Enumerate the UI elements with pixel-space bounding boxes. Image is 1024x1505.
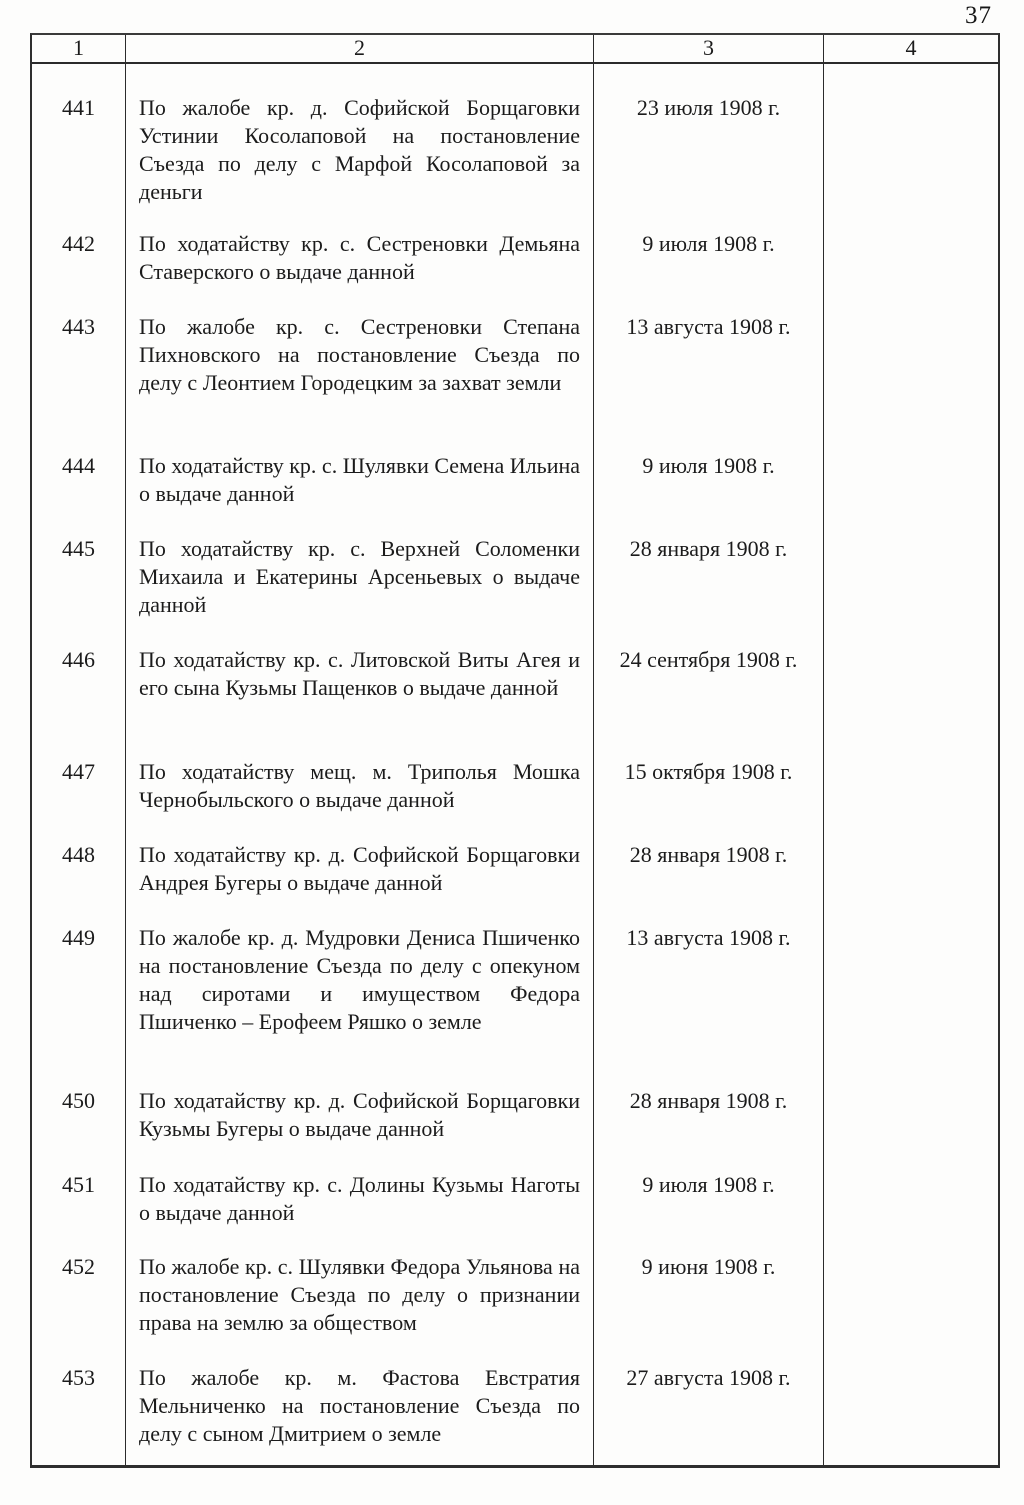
case-date: 28 января 1908 г.: [594, 1085, 824, 1169]
case-note: [824, 450, 998, 533]
case-note: [824, 533, 998, 644]
case-number: 442: [32, 228, 126, 311]
case-note: [824, 756, 998, 839]
case-description: По ходатайству кр. с. Верхней Соломенки Михаила и Екатерины Арсеньевых о выдаче данной: [126, 533, 594, 644]
table-header-row: [32, 35, 998, 64]
case-description: По ходатайству кр. с. Сестреновки Демьяна Ставерского о выдаче данной: [126, 228, 594, 311]
case-description: По ходатайству кр. с. Долины Кузьмы Наготы о выдаче данной: [126, 1169, 594, 1251]
case-description: По жалобе кр. м. Фастова Евстратия Мельниченко на постановление Съезда по делу с сыном Дмитрием о земле: [126, 1362, 594, 1465]
case-description: По ходатайству кр. д. Софийской Борщаговки Кузьмы Бугеры о выдаче данной: [126, 1085, 594, 1169]
case-note: [824, 839, 998, 922]
case-date: 9 июля 1908 г.: [594, 228, 824, 311]
case-date: 23 июля 1908 г.: [594, 64, 824, 228]
case-date: 9 июля 1908 г.: [594, 450, 824, 533]
case-date: 9 июля 1908 г.: [594, 1169, 824, 1251]
case-note: [824, 644, 998, 756]
column-header-1: 1: [32, 35, 126, 62]
table-body: [32, 64, 998, 1465]
case-number: 445: [32, 533, 126, 644]
case-description: По жалобе кр. с. Сестреновки Степана Пихновского на постановление Съезда по делу с Леонтием Городецким за захват земли: [126, 311, 594, 450]
case-note: [824, 1085, 998, 1169]
case-number: 447: [32, 756, 126, 839]
column-header-3: 3: [594, 35, 824, 62]
case-date: 15 октября 1908 г.: [594, 756, 824, 839]
register-table: [30, 33, 1000, 1468]
case-description: По жалобе кр. д. Софийской Борщаговки Устинии Косолаповой на постановление Съезда по делу с Марфой Косолаповой за деньги: [126, 64, 594, 228]
case-number: 448: [32, 839, 126, 922]
case-number: 453: [32, 1362, 126, 1465]
case-description: По ходатайству кр. с. Литовской Виты Агея и его сына Кузьмы Пащенков о выдаче данной: [126, 644, 594, 756]
page-number: 37: [965, 2, 992, 29]
case-date: 28 января 1908 г.: [594, 839, 824, 922]
case-date: 28 января 1908 г.: [594, 533, 824, 644]
column-header-2: 2: [126, 35, 594, 62]
case-date: 9 июня 1908 г.: [594, 1251, 824, 1362]
case-note: [824, 228, 998, 311]
case-number: 449: [32, 922, 126, 1085]
case-number: 446: [32, 644, 126, 756]
case-date: 27 августа 1908 г.: [594, 1362, 824, 1465]
case-note: [824, 1362, 998, 1465]
case-description: По ходатайству мещ. м. Триполья Мошка Чернобыльского о выдаче данной: [126, 756, 594, 839]
case-description: По жалобе кр. д. Мудровки Дениса Пшиченко на постановление Съезда по делу с опекуном над сиротами и имуществом Федора Пшиченко – Ерофеем Ряшко о земле: [126, 922, 594, 1085]
case-number: 451: [32, 1169, 126, 1251]
case-number: 443: [32, 311, 126, 450]
case-date: 13 августа 1908 г.: [594, 311, 824, 450]
case-note: [824, 1251, 998, 1362]
case-note: [824, 1169, 998, 1251]
case-note: [824, 64, 998, 228]
column-header-4: 4: [905, 35, 917, 60]
case-number: 450: [32, 1085, 126, 1169]
case-number: 444: [32, 450, 126, 533]
case-number: 452: [32, 1251, 126, 1362]
case-description: По жалобе кр. с. Шулявки Федора Ульянова на постановление Съезда по делу о признании права на землю за обществом: [126, 1251, 594, 1362]
case-number: 441: [32, 64, 126, 228]
case-note: [824, 311, 998, 450]
case-date: 24 сентября 1908 г.: [594, 644, 824, 756]
case-description: По ходатайству кр. д. Софийской Борщаговки Андрея Бугеры о выдаче данной: [126, 839, 594, 922]
case-date: 13 августа 1908 г.: [594, 922, 824, 1085]
case-note: [824, 922, 998, 1085]
case-description: По ходатайству кр. с. Шулявки Семена Ильина о выдаче данной: [126, 450, 594, 533]
